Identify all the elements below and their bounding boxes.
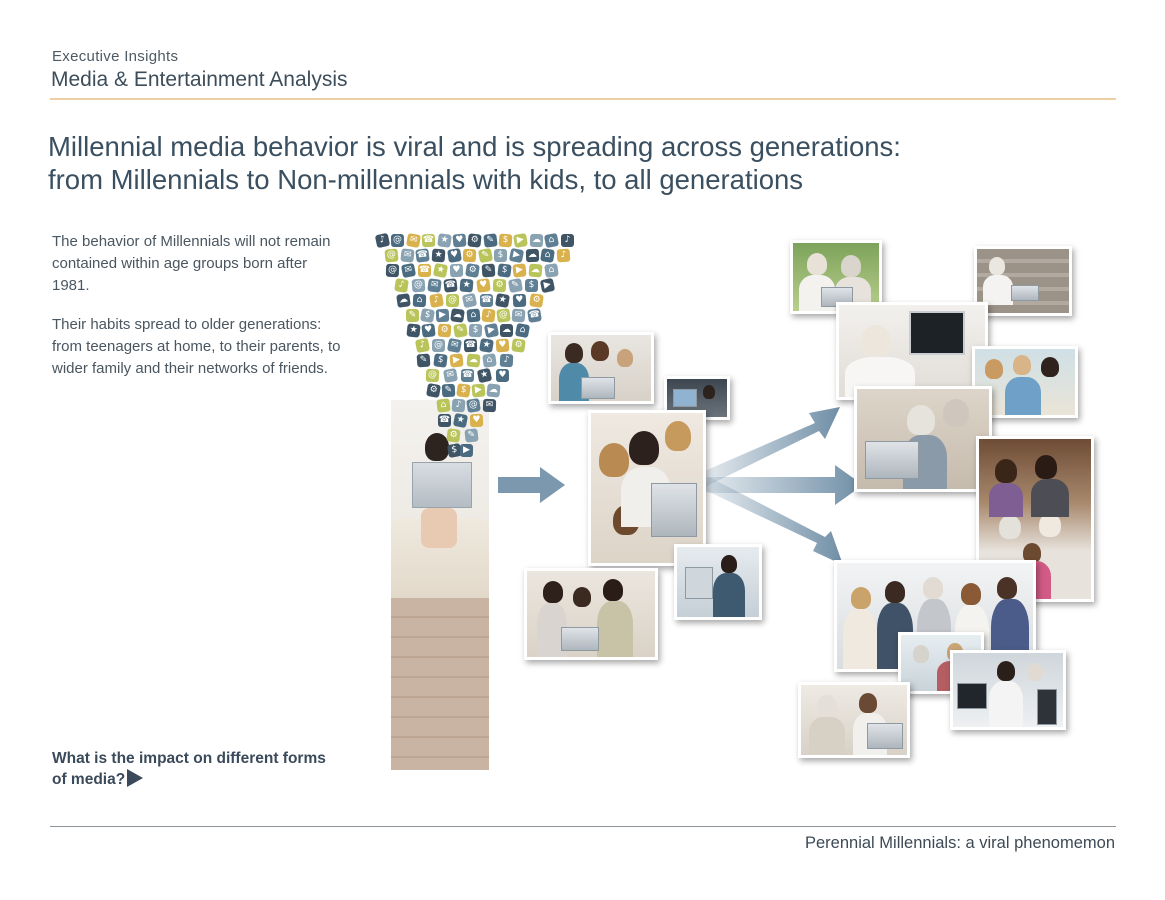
app-icon: @ <box>391 234 404 247</box>
app-icon: @ <box>496 308 510 322</box>
app-icon: ✎ <box>478 248 493 263</box>
photo-family-laptop <box>548 332 654 404</box>
app-icon: @ <box>446 294 459 307</box>
app-icon: $ <box>433 353 447 367</box>
impact-link-label: What is the impact on different forms of media? <box>52 750 326 788</box>
app-icon: ♪ <box>394 278 409 293</box>
app-icon: ✉ <box>443 368 458 383</box>
app-icon: ✎ <box>453 323 468 338</box>
app-icon: ★ <box>477 368 492 383</box>
app-icon: @ <box>426 369 440 383</box>
app-icon: ✎ <box>464 428 478 442</box>
app-icon: ✎ <box>483 233 497 247</box>
app-icon: ☎ <box>438 415 451 425</box>
app-icon: ⚙ <box>467 233 481 247</box>
app-icon: ⚙ <box>493 279 507 293</box>
app-icon: ♥ <box>421 323 435 337</box>
app-icon: $ <box>497 263 511 277</box>
play-arrow-icon <box>127 769 143 787</box>
photo-woman-computer <box>674 544 762 620</box>
app-icon: $ <box>469 324 482 337</box>
app-icon: ✎ <box>508 278 523 293</box>
app-icon: ♪ <box>481 308 495 322</box>
app-icon: ☁ <box>526 249 539 262</box>
app-icon: ☎ <box>527 308 542 323</box>
app-icon: ✎ <box>482 264 496 278</box>
app-icon: ♪ <box>500 354 514 368</box>
app-icon: ▶ <box>513 233 528 248</box>
section-title: Media & Entertainment Analysis <box>51 68 348 91</box>
app-icon: ⚙ <box>529 293 544 308</box>
app-icon: @ <box>384 248 398 262</box>
app-icon: ★ <box>479 338 494 353</box>
footer-divider <box>50 826 1116 827</box>
app-icon: ⚙ <box>426 383 441 398</box>
app-icon: ✎ <box>417 354 431 368</box>
app-icon: $ <box>525 279 538 292</box>
app-icon: ♥ <box>513 294 527 308</box>
kicker: Executive Insights <box>52 48 179 65</box>
body-paragraph-2: Their habits spread to older generations: from teenagers at home, to their parents, to wider family and their networks of friends. <box>52 316 341 377</box>
app-icon: ✉ <box>462 293 477 308</box>
app-icon: ☁ <box>502 325 511 335</box>
app-icon: ✉ <box>483 399 496 412</box>
app-icon: ☎ <box>480 294 493 307</box>
app-icon: ▶ <box>540 278 555 293</box>
app-icon: ♪ <box>415 338 430 353</box>
app-icon: $ <box>447 443 462 458</box>
app-icon: ✉ <box>400 248 414 262</box>
app-icon: ♥ <box>470 414 483 427</box>
app-icon: ▶ <box>436 309 450 323</box>
arrow-left <box>498 467 565 503</box>
footer-title: Perennial Millennials: a viral phenomemon <box>805 834 1115 852</box>
impact-link[interactable] <box>52 748 342 790</box>
app-icon: ☁ <box>450 308 465 323</box>
app-icon: ✉ <box>512 309 526 323</box>
app-icon: $ <box>494 249 507 262</box>
app-icon: ♥ <box>450 264 463 277</box>
app-icon: ☁ <box>396 293 411 308</box>
app-icon: ✉ <box>401 263 416 278</box>
app-icon: ☎ <box>464 339 477 352</box>
photo-senior-steps <box>974 246 1072 316</box>
app-icon: ★ <box>406 323 420 337</box>
app-icon: ♥ <box>496 339 510 353</box>
app-icon: $ <box>499 234 513 248</box>
app-icon: ▶ <box>471 383 485 397</box>
app-icon: @ <box>412 279 426 293</box>
app-icon: @ <box>386 264 399 277</box>
app-icon: ⌂ <box>436 398 450 412</box>
app-icon: ✉ <box>406 233 421 248</box>
app-icon: @ <box>434 340 443 350</box>
photo-senior-man-laptop <box>798 682 910 758</box>
app-icon: ☎ <box>443 278 457 292</box>
app-icon: ⚙ <box>463 249 476 262</box>
app-icon: ☎ <box>418 265 431 275</box>
app-icon: ▶ <box>512 263 526 277</box>
app-icon: ✉ <box>447 338 462 353</box>
app-icon: ★ <box>459 278 473 292</box>
app-icon: ⌂ <box>466 308 480 322</box>
app-icon: ♥ <box>452 233 466 247</box>
photo-dad-kids <box>524 568 658 660</box>
app-icon: ⚙ <box>438 324 452 338</box>
app-icon: ☁ <box>528 263 542 277</box>
headline-line-2: from Millennials to Non-millennials with kids, to all generations <box>48 164 804 195</box>
photo-grandparents-laptop <box>854 386 992 492</box>
app-icon: ♪ <box>429 293 444 308</box>
app-icon: ☁ <box>530 234 543 247</box>
app-icon: ★ <box>437 233 452 248</box>
app-icon: ⌂ <box>515 323 530 338</box>
app-icon: ♥ <box>476 278 491 293</box>
app-icon: ▶ <box>460 444 473 457</box>
app-icon: ★ <box>495 293 510 308</box>
body-paragraph-1: The behavior of Millennials will not remain contained within age groups born after 1981. <box>52 233 331 294</box>
header-divider <box>50 98 1116 100</box>
photo-parents-kids-main <box>588 410 706 566</box>
app-icon: ♪ <box>557 249 571 263</box>
app-icon: ☎ <box>415 248 429 262</box>
app-icon: ⌂ <box>544 263 559 278</box>
app-icon: ☎ <box>422 234 436 248</box>
app-icon: ★ <box>453 413 468 428</box>
app-icon: ♪ <box>375 233 390 248</box>
app-icon: ✎ <box>406 309 419 322</box>
app-icon: ★ <box>432 249 446 263</box>
app-icon: ♥ <box>496 369 509 382</box>
app-icon: ⌂ <box>482 353 497 368</box>
app-icon: $ <box>456 383 471 398</box>
app-icon: ⚙ <box>465 263 480 278</box>
app-icon: $ <box>420 308 435 323</box>
app-icon: ★ <box>433 263 448 278</box>
app-icon: ▶ <box>484 323 499 338</box>
app-icon: ✎ <box>442 384 456 398</box>
app-icon: ⌂ <box>413 294 427 308</box>
app-icon: ☁ <box>466 353 480 367</box>
app-icon: ♪ <box>561 234 574 247</box>
app-icon: ▶ <box>449 353 463 367</box>
app-icon: ⚙ <box>511 338 525 352</box>
app-icon: ⚙ <box>446 428 460 442</box>
headline-line-1: Millennial media behavior is viral and is spreading across generations: <box>48 131 901 162</box>
app-icon: ☎ <box>461 369 474 382</box>
photo-man-computer <box>950 650 1066 730</box>
app-icon: ☁ <box>486 383 500 397</box>
app-icon: @ <box>466 398 481 413</box>
page-headline <box>48 130 1048 196</box>
app-icon: ♥ <box>447 248 462 263</box>
app-icon: ♪ <box>452 399 466 413</box>
app-icon: ▶ <box>509 248 524 263</box>
app-icon: ⌂ <box>544 233 559 248</box>
app-icon: ⌂ <box>540 248 555 263</box>
app-icon: ✉ <box>427 278 441 292</box>
